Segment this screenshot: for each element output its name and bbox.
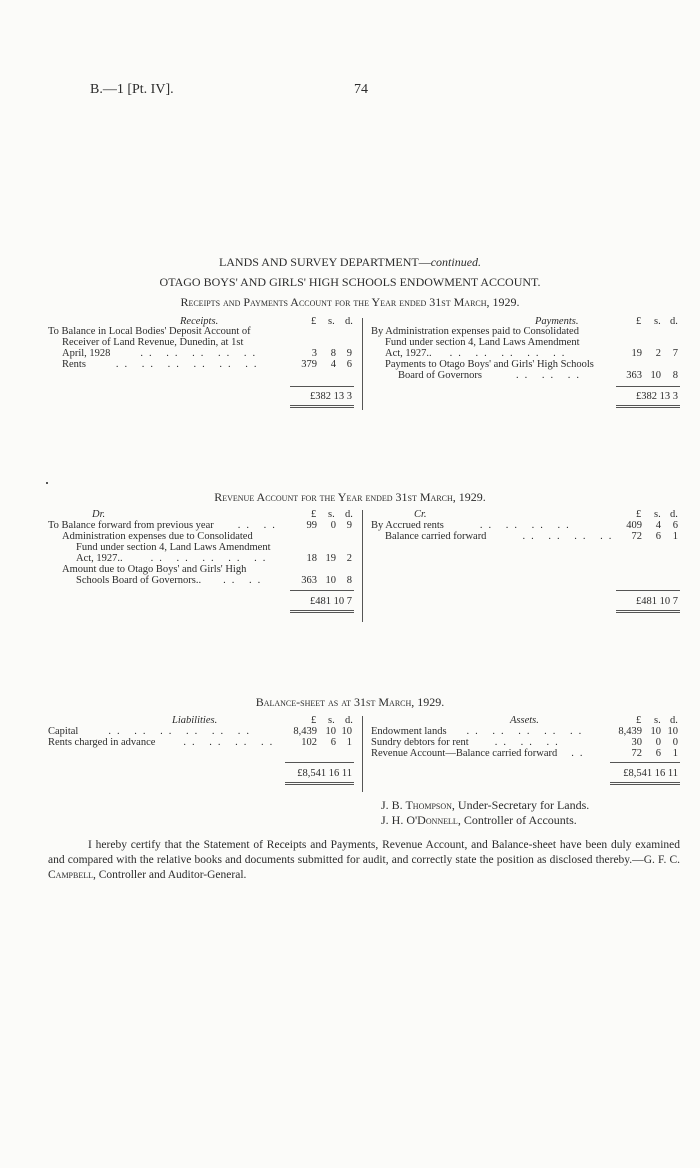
amount-pence: 6 xyxy=(346,359,352,370)
assets-total: £8,541 16 11 xyxy=(623,768,678,779)
credits-total: £481 10 7 xyxy=(636,596,678,607)
payments-heading: Payments. xyxy=(535,316,579,327)
payment-line: Payments to Otago Boys' and Girls' High Schools xyxy=(385,359,594,370)
assets-heading: Assets. xyxy=(510,715,539,726)
total-double-rule xyxy=(616,610,680,613)
debit-line: Schools Board of Governors.. .. .. xyxy=(76,575,267,586)
amount-pounds: 72 xyxy=(631,748,642,759)
revenue-column-divider xyxy=(362,510,363,622)
debit-line: To Balance forward from previous year .. .. xyxy=(48,520,281,531)
liabilities-heading: Liabilities. xyxy=(172,715,218,726)
total-double-rule xyxy=(285,782,354,785)
total-double-rule xyxy=(290,405,354,408)
amount-shillings: 10 xyxy=(650,370,661,381)
amount-shillings: 4 xyxy=(330,359,336,370)
total-rule xyxy=(290,386,354,387)
balance-sheet-column-divider xyxy=(362,716,363,792)
ink-mark xyxy=(46,482,48,484)
receipt-line: Receiver of Land Revenue, Dunedin, at 1st xyxy=(62,337,244,348)
signature-controller: J. H. O'Donnell, Controller of Accounts. xyxy=(381,813,577,827)
debit-line: Fund under section 4, Land Laws Amendment xyxy=(76,542,271,553)
credit-line: By Accrued rents .. .. .. .. xyxy=(371,520,575,531)
credit-line: Balance carried forward .. .. .. .. xyxy=(385,531,618,542)
amount-pounds: 30 xyxy=(631,737,642,748)
payment-line: By Administration expenses paid to Consolidated xyxy=(371,326,579,337)
amount-shillings: 10 xyxy=(325,726,336,737)
account-title: OTAGO BOYS' AND GIRLS' HIGH SCHOOLS ENDOWMENT ACCOUNT. xyxy=(159,275,541,289)
amount-shillings: 2 xyxy=(655,348,661,359)
payments-total: £382 13 3 xyxy=(636,391,678,402)
receipt-line: To Balance in Local Bodies' Deposit Account of xyxy=(48,326,251,337)
department-title: LANDS AND SURVEY DEPARTMENT—continued. xyxy=(218,255,482,269)
amount-pounds: 18 xyxy=(306,553,317,564)
amount-pounds: 409 xyxy=(626,520,642,531)
amount-pence: 10 xyxy=(341,726,352,737)
bs-currency-d-left: d. xyxy=(345,715,353,726)
bs-currency-s-left: s. xyxy=(328,715,335,726)
rev-currency-s-left: s. xyxy=(328,509,335,520)
amount-pence: 1 xyxy=(672,531,678,542)
dr-heading: Dr. xyxy=(92,509,106,520)
bs-currency-pound-right: £ xyxy=(636,715,642,726)
rp-currency-s-right: s. xyxy=(654,316,661,327)
receipt-line: April, 1928 .. .. .. .. .. xyxy=(62,348,262,359)
rev-currency-s-right: s. xyxy=(654,509,661,520)
amount-pence: 8 xyxy=(346,575,352,586)
amount-pounds: 72 xyxy=(631,531,642,542)
rp-currency-pound-left: £ xyxy=(311,316,317,327)
total-rule xyxy=(285,762,354,763)
total-rule xyxy=(610,762,680,763)
amount-pounds: 363 xyxy=(301,575,317,586)
rev-currency-pound-left: £ xyxy=(311,509,317,520)
revenue-account-title: Revenue Account for the Year ended 31st March, 1929. xyxy=(214,490,486,504)
amount-shillings: 6 xyxy=(655,531,661,542)
payment-line: Fund under section 4, Land Laws Amendment xyxy=(385,337,580,348)
total-double-rule xyxy=(290,610,354,613)
amount-pence: 0 xyxy=(672,737,678,748)
rev-currency-pound-right: £ xyxy=(636,509,642,520)
amount-pounds: 3 xyxy=(311,348,317,359)
amount-shillings: 10 xyxy=(325,575,336,586)
debit-line: Administration expenses due to Consolidated xyxy=(62,531,253,542)
amount-pounds: 8,439 xyxy=(618,726,642,737)
rp-currency-d-right: d. xyxy=(670,316,678,327)
debit-line: Act, 1927.. .. .. .. .. .. xyxy=(76,553,272,564)
balance-sheet-title: Balance-sheet as at 31st March, 1929. xyxy=(255,695,445,709)
amount-pounds: 379 xyxy=(301,359,317,370)
receipts-payments-title: Receipts and Payments Account for the Year ended 31st March, 1929. xyxy=(180,295,520,309)
amount-pence: 8 xyxy=(672,370,678,381)
rev-currency-d-left: d. xyxy=(345,509,353,520)
amount-shillings: 6 xyxy=(330,737,336,748)
debits-total: £481 10 7 xyxy=(310,596,352,607)
cr-heading: Cr. xyxy=(414,509,427,520)
amount-pence: 2 xyxy=(346,553,352,564)
amount-pence: 10 xyxy=(667,726,678,737)
document-reference: B.—1 [Pt. IV]. xyxy=(90,82,174,97)
amount-shillings: 8 xyxy=(330,348,336,359)
page-number: 74 xyxy=(354,82,368,97)
amount-pence: 1 xyxy=(672,748,678,759)
audit-certification: I hereby certify that the Statement of Receipts and Payments, Revenue Account, and Balance-sheet have been duly examined and compared with the relative books and documents submitted for audit, and correctly state the position as disclosed thereby.—G. F. C. Campbell, Controller and Auditor-General. xyxy=(48,839,680,881)
rp-currency-pound-right: £ xyxy=(636,316,642,327)
asset-line: Revenue Account—Balance carried forward .. xyxy=(371,748,589,759)
amount-pounds: 19 xyxy=(631,348,642,359)
payment-line: Board of Governors .. .. .. xyxy=(398,370,585,381)
receipts-total: £382 13 3 xyxy=(310,391,352,402)
rp-column-divider xyxy=(362,318,363,410)
liability-line: Rents charged in advance .. .. .. .. xyxy=(48,737,279,748)
payment-line: Act, 1927.. .. .. .. .. .. xyxy=(385,348,571,359)
amount-shillings: 6 xyxy=(655,748,661,759)
amount-shillings: 10 xyxy=(650,726,661,737)
total-double-rule xyxy=(610,782,680,785)
amount-pence: 9 xyxy=(346,520,352,531)
amount-pounds: 363 xyxy=(626,370,642,381)
amount-pence: 1 xyxy=(346,737,352,748)
rp-currency-d-left: d. xyxy=(345,316,353,327)
bs-currency-s-right: s. xyxy=(654,715,661,726)
amount-pounds: 102 xyxy=(301,737,317,748)
signature-under-secretary: J. B. Thompson, Under-Secretary for Lands. xyxy=(381,798,590,812)
liabilities-total: £8,541 16 11 xyxy=(297,768,352,779)
amount-shillings: 4 xyxy=(655,520,661,531)
receipts-heading: Receipts. xyxy=(180,316,219,327)
amount-shillings: 19 xyxy=(325,553,336,564)
amount-pence: 7 xyxy=(672,348,678,359)
rev-currency-d-right: d. xyxy=(670,509,678,520)
liability-line: Capital .. .. .. .. .. .. xyxy=(48,726,255,737)
rp-currency-s-left: s. xyxy=(328,316,335,327)
total-double-rule xyxy=(616,405,680,408)
total-rule xyxy=(290,590,354,591)
debit-line: Amount due to Otago Boys' and Girls' High xyxy=(62,564,247,575)
amount-pounds: 99 xyxy=(306,520,317,531)
receipt-line: Rents .. .. .. .. .. .. xyxy=(62,359,263,370)
amount-shillings: 0 xyxy=(655,737,661,748)
bs-currency-d-right: d. xyxy=(670,715,678,726)
amount-pounds: 8,439 xyxy=(293,726,317,737)
total-rule xyxy=(616,386,680,387)
bs-currency-pound-left: £ xyxy=(311,715,317,726)
total-rule xyxy=(616,590,680,591)
asset-line: Endowment lands .. .. .. .. .. xyxy=(371,726,588,737)
amount-pence: 6 xyxy=(672,520,678,531)
amount-pence: 9 xyxy=(346,348,352,359)
asset-line: Sundry debtors for rent .. .. .. xyxy=(371,737,564,748)
amount-shillings: 0 xyxy=(330,520,336,531)
